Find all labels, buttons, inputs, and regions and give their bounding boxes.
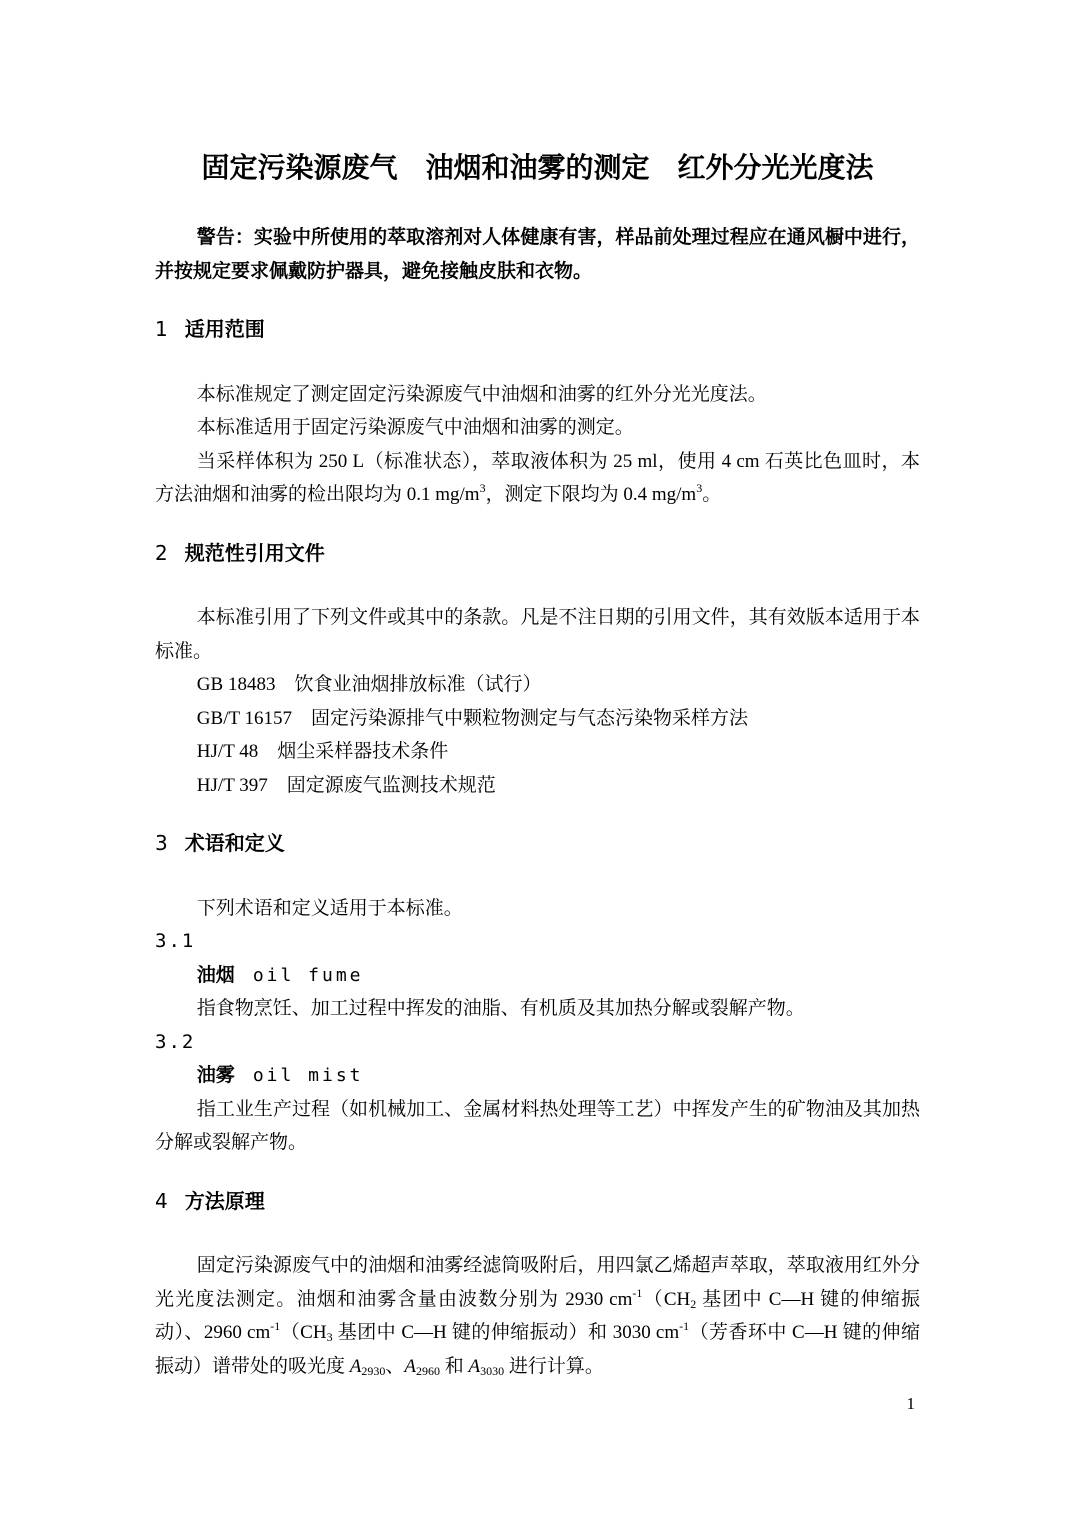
paragraph-detection-limit: 当采样体积为 250 L（标准状态），萃取液体积为 25 ml，使用 4 cm 石英比色皿时，本方法油烟和油雾的检出限均为 0.1 $mg/m^3$，测定下限均为 0.4 $mg/m^3$。: [155, 450, 920, 505]
term-title: [155, 959, 920, 993]
document-title: 固定污染源废气 油烟和油雾的测定 红外分光光度法: [201, 152, 874, 183]
section-4-heading-text: 方法原理: [184, 1190, 265, 1213]
term-name-zh: 油烟: [196, 964, 235, 986]
method-principle-paragraph: 固定污染源废气中的油烟和油雾经滤筒吸附后，用四氯乙烯超声萃取，萃取液用红外分光光度法测定。油烟和油雾含量由波数分别为 2930 $cm^{-1}(CH_2$ 基团中 C—H 键的伸缩振动）、2960 $cm^{-1}(CH_3$ 基团中 C—H 键的伸缩振动）和 3030 $cm^{-1}$（芳香环中 C—H 键的伸缩振动）谱带处的吸光度 $A_{2930}$、$A_{2960}$ 和 $A_{3030}$ 进行计算。: [155, 1255, 920, 1378]
section-3-heading: [155, 827, 920, 862]
section-2-heading-text: 规范性引用文件: [184, 542, 325, 565]
term-name-en: oil fume: [252, 964, 364, 986]
paragraph: 本标准适用于固定污染源废气中油烟和油雾的测定。: [196, 417, 634, 438]
paragraph: 本标准规定了测定固定污染源废气中油烟和油雾的红外分光光度法。: [196, 383, 767, 405]
section-terms-and-definitions: [155, 827, 920, 1160]
section-scope: [155, 313, 920, 512]
section-4-number: 4: [155, 1188, 168, 1213]
reference-item: GB/T 16157 固定污染源排气中颗粒物测定与气态污染物采样方法: [196, 707, 748, 729]
section-2-number: 2: [155, 540, 168, 565]
term-name-zh: 油雾: [196, 1065, 235, 1086]
term-name-en: oil mist: [252, 1065, 364, 1086]
section-1-heading: [155, 313, 920, 348]
reference-item: HJ/T 397 固定源废气监测技术规范: [196, 774, 496, 796]
section-method-principle: [155, 1185, 920, 1384]
term-title: [155, 1059, 920, 1093]
reference-item: GB 18483 饮食业油烟排放标准（试行）: [196, 674, 542, 695]
section-2-heading: [155, 537, 920, 572]
term-number: 3.2: [155, 1030, 196, 1053]
section-normative-references: [155, 537, 920, 803]
section-3-number: 3: [155, 831, 168, 855]
section-3-heading-text: 术语和定义: [184, 833, 285, 855]
section-1-heading-text: 适用范围: [184, 319, 265, 341]
reference-item: HJ/T 48 烟尘采样器技术条件: [196, 741, 449, 762]
paragraph: 本标准引用了下列文件或其中的条款。凡是不注日期的引用文件，其有效版本适用于本标准。: [155, 607, 920, 662]
term-number: 3.1: [155, 930, 196, 952]
warning-text: 警告：实验中所使用的萃取溶剂对人体健康有害，样品前处理过程应在通风橱中进行，并按规定要求佩戴防护器具，避免接触皮肤和衣物。: [155, 227, 920, 282]
page-number: 1: [906, 1394, 915, 1413]
section-4-heading: [155, 1185, 920, 1220]
section-1-number: 1: [155, 317, 168, 341]
document-content: [0, 148, 1080, 1383]
term-definition: 指工业生产过程（如机械加工、金属材料热处理等工艺）中挥发产生的矿物油及其加热分解或裂解产物。: [155, 1098, 920, 1153]
term-definition: 指食物烹饪、加工过程中挥发的油脂、有机质及其加热分解或裂解产物。: [196, 998, 805, 1019]
terms-intro: 下列术语和定义适用于本标准。: [196, 897, 463, 919]
